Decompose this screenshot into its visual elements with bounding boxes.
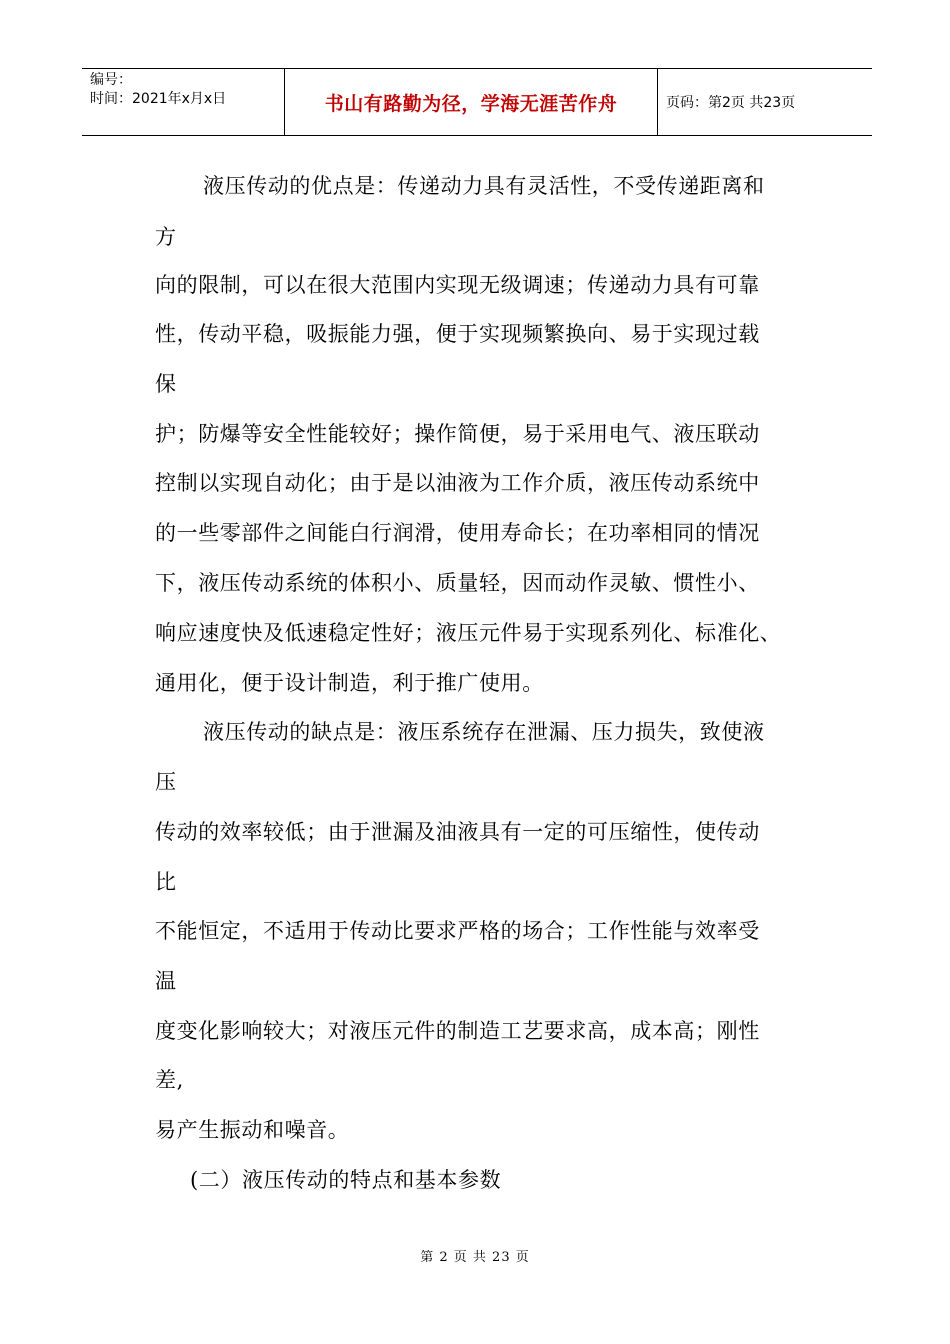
body-line: 传动的效率较低；由于泄漏及油液具有一定的可压缩性，使传动 xyxy=(155,820,760,844)
body-line: 温 xyxy=(155,969,177,993)
body-line: 的一些零部件之间能白行润滑，使用寿命长；在功率相同的情况 xyxy=(155,521,760,545)
body-line: 压 xyxy=(155,770,177,794)
body-line: 护；防爆等安全性能较好；操作简便，易于采用电气、液压联动 xyxy=(155,422,760,446)
body-line: 方 xyxy=(155,225,177,249)
body-line: 通用化，便于设计制造，利于推广使用。 xyxy=(155,671,544,695)
header-page-info: 页码：第2页 共23页 xyxy=(666,95,796,111)
body-line: 液压传动的优点是：传递动力具有灵活性，不受传递距离和 xyxy=(203,174,765,198)
header-motto-cell xyxy=(285,69,658,135)
header-meta-cell xyxy=(82,69,285,135)
document-header xyxy=(82,68,872,136)
body-line: 保 xyxy=(155,372,177,396)
page-footer: 第 2 页 共 23 页 xyxy=(420,1250,530,1265)
body-line: 比 xyxy=(155,870,177,894)
body-line: 下，液压传动系统的体积小、质量轻，因而动作灵敏、惯性小、 xyxy=(155,571,760,595)
body-line: 向的限制，可以在很大范围内实现无级调速；传递动力具有可靠 xyxy=(155,273,760,297)
body-line: 控制以实现自动化；由于是以油液为工作介质，液压传动系统中 xyxy=(155,471,760,495)
body-line: 液压传动的缺点是：液压系统存在泄漏、压力损失，致使液 xyxy=(203,720,765,744)
body-line: 度变化影响较大；对液压元件的制造工艺要求高，成本高；刚性 xyxy=(155,1019,760,1043)
body-line: 不能恒定，不适用于传动比要求严格的场合；工作性能与效率受 xyxy=(155,919,760,943)
header-page-cell xyxy=(658,69,872,135)
header-motto: 书山有路勤为径，学海无涯苦作舟 xyxy=(324,92,618,115)
section-heading: (二）液压传动的特点和基本参数 xyxy=(190,1168,502,1192)
number-label: 编号： xyxy=(90,72,132,88)
body-line: 差, xyxy=(155,1068,184,1092)
body-line: 易产生振动和噪音。 xyxy=(155,1118,350,1142)
body-line: 响应速度快及低速稳定性好；液压元件易于实现系列化、标准化、 xyxy=(155,621,782,645)
time-label: 时间：2021年x月x日 xyxy=(90,91,227,107)
body-line: 性，传动平稳，吸振能力强，便于实现频繁换向、易于实现过载 xyxy=(155,322,760,346)
